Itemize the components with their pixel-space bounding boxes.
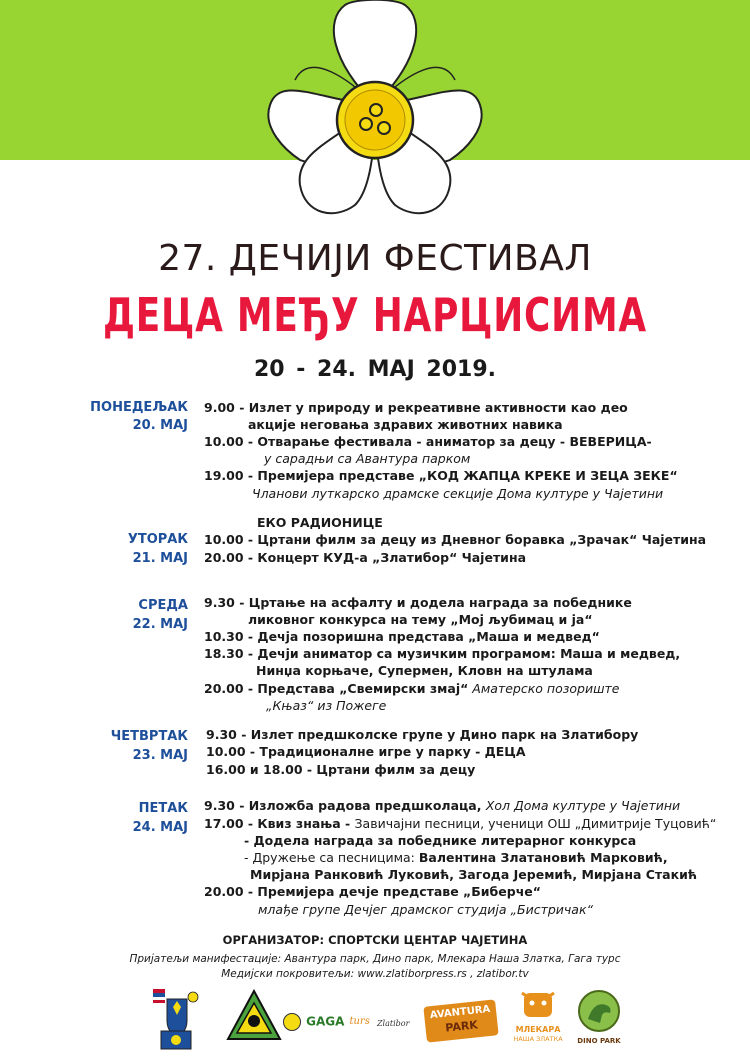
wednesday-event-2-highlight: „Маша и медвед“ xyxy=(468,629,600,644)
day-tuesday-date: 21. МАЈ xyxy=(132,551,188,566)
wednesday-event-4-highlight: „Свемирски змај“ xyxy=(339,681,469,696)
dino-logo-text: DINO PARK xyxy=(577,1037,621,1045)
day-tuesday-name: УТОРАК xyxy=(127,532,188,547)
thursday-event-1: 9.30 - Излет предшколске групе у Дино парк на Златибору xyxy=(206,727,639,742)
dino-park-logo xyxy=(577,989,621,1049)
festival-name: ДЕЦА МЕЂУ НАРЦИСИМА xyxy=(103,288,647,342)
friday-event-5 xyxy=(204,883,541,901)
festival-dates: 20 - 24. МАЈ 2019. xyxy=(253,357,497,382)
tuesday-event-1: 10.00 - Цртани филм за децу из Дневног боравка „Зрачак“ Чајетина xyxy=(204,532,707,547)
monday-event-3-highlight: „КОД ЖАПЦА КРЕКЕ И ЗЕЦА ЗЕКЕ“ xyxy=(418,468,678,483)
monday-event-1: 9.00 - Излет у природу и рекреативне активности као део xyxy=(204,400,628,415)
dinosaur-icon xyxy=(578,989,620,1033)
friday-event-2-note: Завичајни песници, ученици ОШ „Димитрије Туцовић“ xyxy=(354,816,717,831)
municipality-coat-of-arms-logo xyxy=(145,985,207,1053)
wednesday-event-4-note-cont: „Књаз“ из Пожеге xyxy=(266,698,387,713)
friday-event-1-text: 9.30 - Изложба радова предшколаца, xyxy=(204,798,486,813)
day-friday-name: ПЕТАК xyxy=(138,801,188,816)
friday-event-3: - Додела награда за победнике литерарног конкурса xyxy=(244,833,637,848)
avantura-park-logo xyxy=(423,999,498,1042)
wednesday-event-4 xyxy=(204,680,619,698)
friday-event-5-highlight: „Биберче“ xyxy=(463,884,541,899)
day-wednesday-name: СРЕДА xyxy=(138,598,188,613)
wednesday-event-1: 9.30 - Цртање на асфалту и додела награда за победнике xyxy=(204,595,632,610)
monday-event-3-note: Чланови луткарско драмске секције Дома културе у Чајетини xyxy=(252,486,664,501)
wednesday-event-4-text: 20.00 - Представа xyxy=(204,681,340,696)
mlekara-nasa-zlatka-logo xyxy=(509,987,567,1051)
wednesday-event-1-text: ликовног конкурса на тему xyxy=(248,612,451,627)
narcissus-flower-illustration xyxy=(240,0,510,230)
wednesday-event-3 xyxy=(204,645,680,663)
friday-event-4-text: - Дружење са песницима: xyxy=(244,850,419,865)
monday-event-2 xyxy=(204,433,652,451)
avantura-logo-line1: AVANTURA xyxy=(429,1003,491,1022)
friday-event-1-note: Хол Дома културе у Чајетини xyxy=(485,798,681,813)
avantura-logo-line2: PARK xyxy=(444,1018,479,1035)
day-thursday-name: ЧЕТВРТАК xyxy=(110,729,188,744)
cow-head-icon xyxy=(518,987,558,1021)
gaga-logo-sub: turs xyxy=(349,1016,370,1027)
organizer-line: ОРГАНИЗАТОР: СПОРТСКИ ЦЕНТАР ЧАЈЕТИНА xyxy=(222,933,528,947)
monday-event-1-cont: акције неговања здравих животних навика xyxy=(248,417,563,432)
wednesday-event-3-text: 18.30 - Дечји аниматор са музичким програмом: xyxy=(204,646,561,661)
day-thursday-date: 23. МАЈ xyxy=(132,748,188,763)
thursday-event-2 xyxy=(206,743,526,761)
gaga-sun-icon xyxy=(283,1013,301,1031)
wednesday-event-3-highlight: Маша и медвед, xyxy=(560,646,681,661)
eco-workshops-heading: ЕКО РАДИОНИЦЕ xyxy=(257,515,383,530)
gaga-logo-text: GAGA xyxy=(306,1014,345,1029)
thursday-event-2-highlight: ДЕЦА xyxy=(484,744,526,759)
day-monday-date: 20. МАЈ xyxy=(132,418,188,433)
sports-center-triangle-logo xyxy=(225,987,283,1045)
friday-event-2 xyxy=(204,815,716,833)
monday-event-2-highlight: ВЕВЕРИЦА- xyxy=(569,434,652,449)
day-wednesday-date: 22. МАЈ xyxy=(132,617,188,632)
monday-event-3 xyxy=(204,467,678,485)
friends-line: Пријатељи манифестације: Авантура парк, Дино парк, Млекара Наша Златка, Гага турс xyxy=(129,953,621,965)
friday-event-1 xyxy=(204,797,680,815)
friday-event-4 xyxy=(244,849,668,867)
wednesday-event-1-cont xyxy=(248,611,593,629)
friday-event-4-cont: Мирјана Ранковић Луковић, Загода Јеремић, Мирјана Стакић xyxy=(250,867,698,882)
friday-event-5-note: млађе групе Дечјег драмског студија „Бистричак“ xyxy=(258,902,593,917)
wednesday-event-4-note: Аматерско позориште xyxy=(468,681,620,696)
tuesday-event-2: 20.00 - Концерт КУД-а „Златибор“ Чајетина xyxy=(204,550,527,565)
thursday-event-3: 16.00 и 18.00 - Цртани филм за децу xyxy=(206,762,476,777)
wednesday-event-2-text: 10.30 - Дечја позоришна представа xyxy=(204,629,469,644)
mlekara-logo-line1: МЛЕКАРА xyxy=(515,1025,561,1034)
festival-edition-title: 27. ДЕЧИЈИ ФЕСТИВАЛ xyxy=(158,238,592,279)
day-monday-name: ПОНЕДЕЉАК xyxy=(90,400,188,415)
mlekara-logo-line2: НАША ЗЛАТКА xyxy=(513,1035,563,1043)
thursday-event-2-text: 10.00 - Традиционалне игре у парку - xyxy=(206,744,485,759)
friday-event-4-names: Валентина Златановић Марковић, xyxy=(418,850,668,865)
friday-event-5-text: 20.00 - Премијера дечје представе xyxy=(204,884,464,899)
friday-event-2-text: 17.00 - Квиз знања - xyxy=(204,816,355,831)
wednesday-event-1-highlight: „Мој љубимац и ја“ xyxy=(450,612,593,627)
monday-event-2-note: у сарадњи са Авантура парком xyxy=(264,451,471,466)
zlatibor-logo: Zlatibor xyxy=(377,1019,410,1028)
wednesday-event-3-cont: Нинџа корњаче, Супермен, Кловн на штулама xyxy=(256,663,593,678)
day-friday-date: 24. МАЈ xyxy=(132,820,188,835)
media-sponsors-line: Медијски покровитељи: www.zlatiborpress.rs , zlatibor.tv xyxy=(221,968,529,980)
gaga-turs-logo xyxy=(283,1011,373,1035)
wednesday-event-2 xyxy=(204,628,600,646)
monday-event-3-text: 19.00 - Премијера представе xyxy=(204,468,419,483)
monday-event-2-text: 10.00 - Отварање фестивала - аниматор за децу - xyxy=(204,434,570,449)
sponsor-logos xyxy=(145,985,625,1055)
